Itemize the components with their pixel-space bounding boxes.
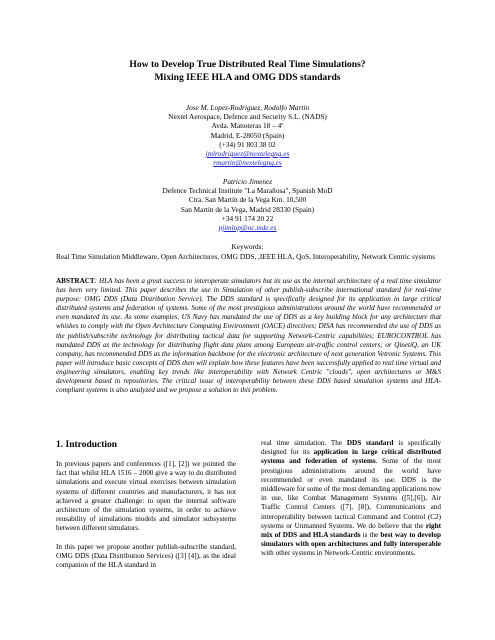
author-street-2: Ctra. San Martín de la Vega Km. 10,500 bbox=[188, 195, 307, 205]
intro-paragraph-2: In this paper we propose another publish-subscribe standard, OMG DDS (Data Distribution Services) ([3] [4]), as the ideal companion of the HLA standard in bbox=[56, 542, 236, 570]
intro-p3-run-3: . Some of the most prestigious administrations around the world have recommended or even mandated its use. DDS is the middleware for some of the most demanding applications now in use, like Combat Management Systems ([5],[6]), Air Traffic Control Centers ([7], [8]), Communications and interoperability between tactical Command and Control (C2) systems or Unmanned Systems. We do believe that the bbox=[261, 457, 441, 530]
intro-p3-bold-4: best way to develop simulators with open architectures and fully interoperable bbox=[261, 531, 441, 549]
intro-p3-run-1: real time simulation. The bbox=[261, 439, 347, 447]
intro-p3-bold-3: right mix of DDS and HLA standards bbox=[261, 521, 441, 540]
affiliation-block-1 bbox=[40, 103, 455, 167]
section-title-introduction: 1. Introduction bbox=[56, 440, 118, 450]
keywords-heading: Keywords: bbox=[231, 242, 264, 251]
author-names-2: Patricio Jimenez bbox=[222, 177, 273, 186]
title-line-2: Mixing IEEE HLA and OMG DDS standards bbox=[154, 72, 341, 83]
author-org-2: Defence Technical Institute "La Marañosa", Spanish MoD bbox=[162, 186, 333, 196]
intro-p3-bold-2: application in large critical distributed systems and federation of systems bbox=[261, 448, 441, 466]
author-email-link-1a[interactable]: jmlrodriguez@nextelegng.es bbox=[205, 149, 290, 159]
author-phone-1: (+34) 91 803 38 02 bbox=[219, 139, 276, 149]
title-line-1: How to Develop True Distributed Real Time Simulations? bbox=[129, 59, 366, 70]
intro-p3-run-2: is specifically designed for its bbox=[261, 439, 442, 457]
author-names-1: Jose M. Lopez-Rodriguez, Rodolfo Martin bbox=[185, 103, 310, 112]
abstract-paragraph bbox=[56, 277, 441, 395]
author-city-1: Madrid, E-28050 (Spain) bbox=[210, 130, 285, 140]
author-phone-2: +34 91 174 20 22 bbox=[221, 213, 274, 223]
author-city-2: San Martín de la Vega, Madrid 28330 (Spain) bbox=[180, 204, 315, 214]
abstract-text: : HLA has been a great success to interoperate simulators but its use as the internal architecture of a real time simulator has been very limited. This paper describes the use in Simulation of other publish-subscribe international standard for real-time purpose: OMG DDS (Data Distribution Service). The DDS standard is specifically designed for its application in large critical distributed systems and federation of systems. Some of the most prestigious administrations around the world have recommended or even mandated its use. As some examples, US Navy has mandated the use of DDS as a key building block for any architecture that whishes to comply with the Open Architecture Computing Environment (OACE) directives; DISA has recommended the use of DDS as the publish/subscribe technology for distributing tactical data for supporting Network-Centric capabilities; EUROCONTROL has mandated DDS as the technology for distributing flight data plans among European air-traffic control centers; or QinetiQ, an UK company, has recommended DDS as the information backbone for the electronic architecture of next generation Vetronic Systems. This paper will introduce basic concepts of DDS then will explain how these features have been successfully applied to real time virtual and engineering simulators, enabling key trends like interoperability with Network Centric "clouds", open architectures or M&S development based in repositories. The critical issue of interoperability between these DDS based simulation systems and HLA-compliant systems is also analyzed and we propose a solution to this problem. bbox=[56, 277, 441, 395]
right-column bbox=[261, 439, 441, 559]
keywords-text: Real Time Simulation Middleware, Open Architectures, OMG DDS, ,IEEE HLA, QoS, Interoperability, Network Centric systems bbox=[56, 252, 436, 261]
author-email-link-2[interactable]: pjimlop@oc.mde.es bbox=[218, 223, 277, 233]
affiliation-block-2 bbox=[40, 177, 455, 232]
paper-title bbox=[40, 58, 455, 84]
abstract-label: ABSTRACT bbox=[56, 277, 95, 285]
author-email-link-1b[interactable]: rmartin@nextelegng.es bbox=[213, 158, 282, 168]
intro-p3-bold-1: DDS standard bbox=[346, 439, 394, 447]
intro-p3-run-5: with other systems in Network-Centric environments. bbox=[261, 549, 416, 558]
intro-paragraph-3 bbox=[261, 439, 441, 559]
author-org-1: Nextel Aerospace, Defence and Security S.L. (NADS) bbox=[168, 112, 327, 122]
left-column bbox=[56, 460, 236, 579]
author-street-1: Avda. Manoteras 18 – 4º bbox=[211, 121, 284, 131]
intro-paragraph-1: In previous papers and conferences ([1], [2]) we pointed the fact that whilst HLA 1516 – 2000 give a way to do distributed simulations and execute virtual exercises between simulation systems of different countries and manufacturers, it has not achieved a greater challenge: to open the internal software architecture of the simulation systems, in order to achieve reusability of simulations models and simulator subsystems between different simulators. bbox=[56, 460, 236, 533]
intro-p3-run-4: is the bbox=[360, 531, 381, 540]
